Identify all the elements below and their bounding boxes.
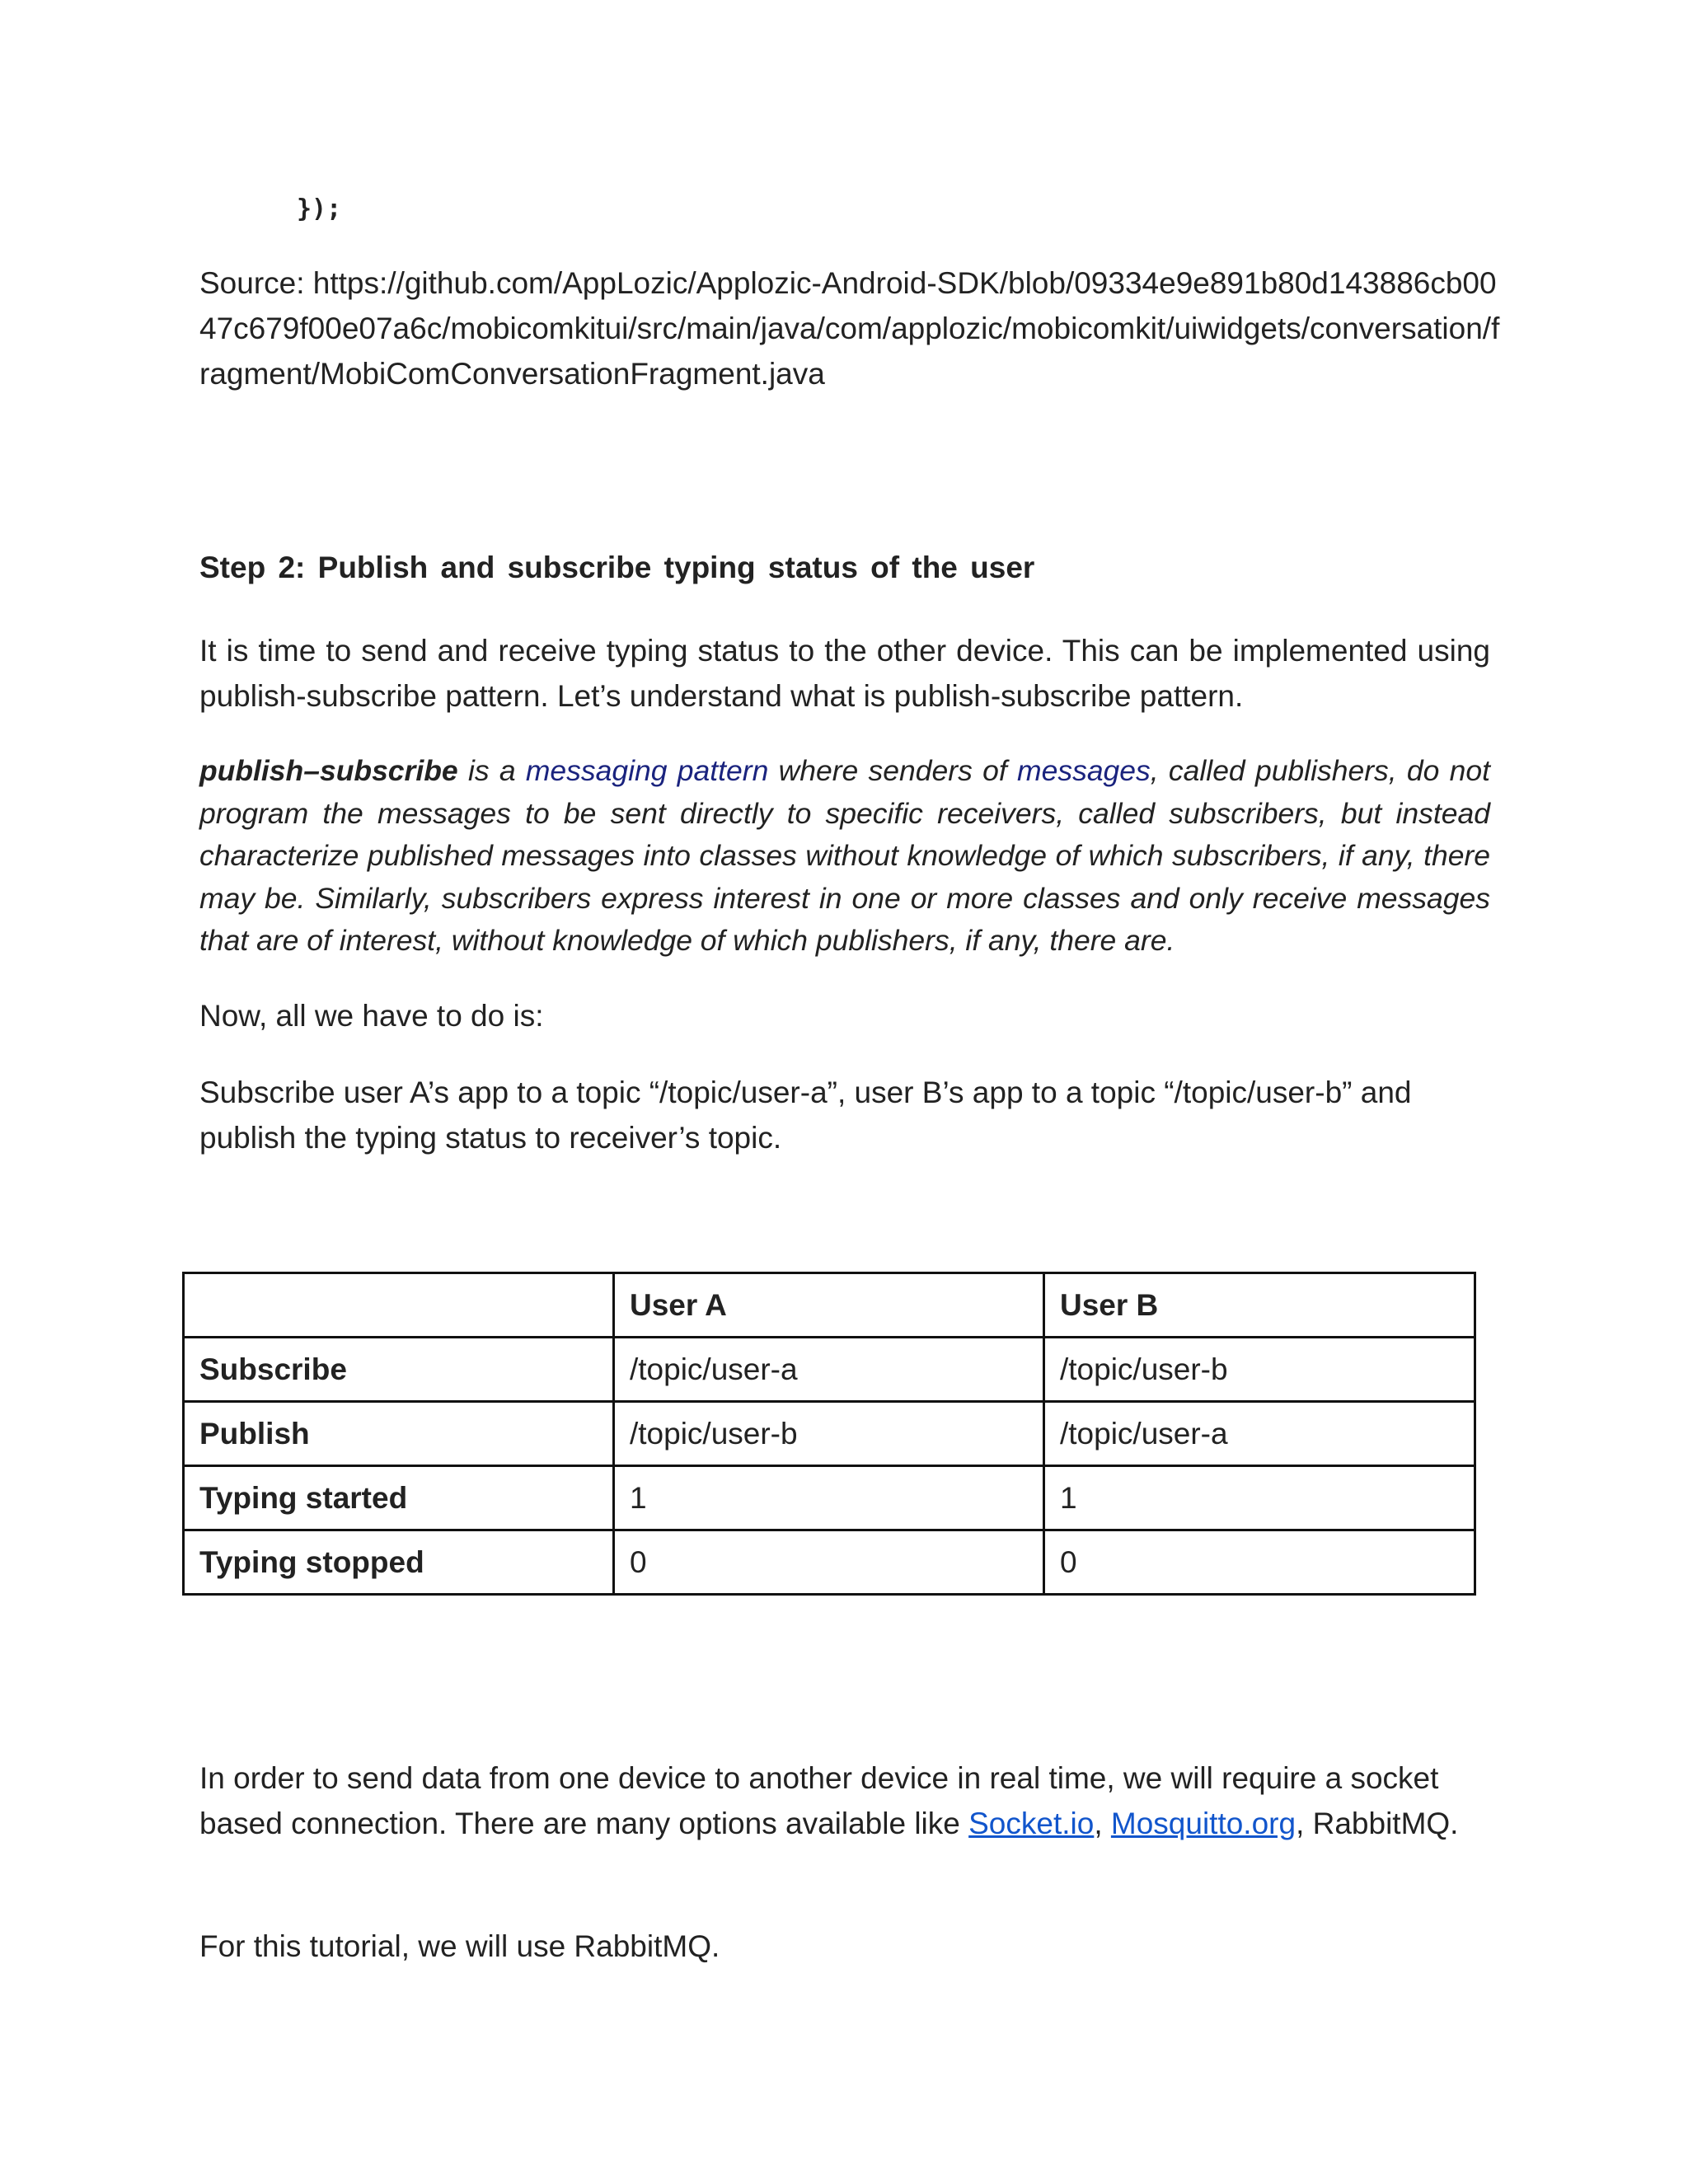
topics-table [182, 1272, 1476, 1596]
socket-text-1: In order to send data from one device to another device in real time, we will require a socket based connection. There are many options available like [199, 1761, 1439, 1840]
source-url[interactable]: https://github.com/AppLozic/Applozic-Android-SDK/blob/09334e9e891b80d143886cb0047c679f00e07a6c/mobicomkitui/src/main/java/com/applozic/mobicomkit/uiwidgets/conversation/fragment/MobiComConversationFragment.java [199, 266, 1500, 391]
messaging-pattern-link[interactable]: messaging pattern [525, 754, 769, 787]
todo-intro: Now, all we have to do is: [199, 999, 544, 1033]
table-row-label: Typing stopped [184, 1530, 614, 1595]
table-row [184, 1338, 1475, 1402]
final-paragraph: For this tutorial, we will use RabbitMQ. [199, 1929, 720, 1963]
table-row [184, 1402, 1475, 1466]
definition-text-3: , called publishers, do not program the messages to be sent directly to specific receivers, called subscribers, but instead characterize published messages into classes without knowledge of which subscribers, if any, there may be. Similarly, subscribers express interest in one or more classes and only receive messages that are of interest, without knowledge of which publishers, if any, there are. [199, 754, 1490, 957]
table-cell: 0 [613, 1530, 1043, 1595]
messages-link[interactable]: messages [1017, 754, 1151, 787]
table-row-label: Publish [184, 1402, 614, 1466]
definition-text-2: where senders of [768, 754, 1017, 787]
code-fragment: }); [297, 194, 342, 223]
table-row [184, 1466, 1475, 1530]
table-cell: /topic/user-b [613, 1402, 1043, 1466]
source-line [199, 260, 1502, 396]
socketio-link[interactable]: Socket.io [968, 1807, 1095, 1840]
socket-paragraph [199, 1755, 1490, 1846]
table-row [184, 1530, 1475, 1595]
table-cell: 1 [613, 1466, 1043, 1530]
definition-lead-term: publish–subscribe [199, 754, 458, 787]
step2-heading: Step 2: Publish and subscribe typing status of the user [199, 551, 1035, 584]
table-row-label: Subscribe [184, 1338, 614, 1402]
pubsub-definition [199, 750, 1490, 963]
table-header-cell: User A [613, 1273, 1043, 1338]
socket-text-2: , RabbitMQ. [1296, 1807, 1459, 1840]
table-cell: 1 [1043, 1466, 1475, 1530]
mosquitto-link[interactable]: Mosquitto.org [1110, 1807, 1296, 1840]
table-header-row [184, 1273, 1475, 1338]
socket-separator: , [1094, 1807, 1111, 1840]
table-header-cell [184, 1273, 614, 1338]
todo-paragraph: Subscribe user A’s app to a topic “/topic/user-a”, user B’s app to a topic “/topic/user-b” and publish the typing status to receiver’s topic. [199, 1076, 1412, 1155]
source-label: Source: [199, 266, 305, 300]
table-cell: 0 [1043, 1530, 1475, 1595]
table-header-cell: User B [1043, 1273, 1475, 1338]
definition-text-1: is a [457, 754, 526, 787]
table-row-label: Typing started [184, 1466, 614, 1530]
table-cell: /topic/user-a [613, 1338, 1043, 1402]
table-cell: /topic/user-b [1043, 1338, 1475, 1402]
intro-paragraph: It is time to send and receive typing status to the other device. This can be implemented using publish-subscribe pattern. Let’s understand what is publish-subscribe pattern. [199, 634, 1490, 713]
table-cell: /topic/user-a [1043, 1402, 1475, 1466]
